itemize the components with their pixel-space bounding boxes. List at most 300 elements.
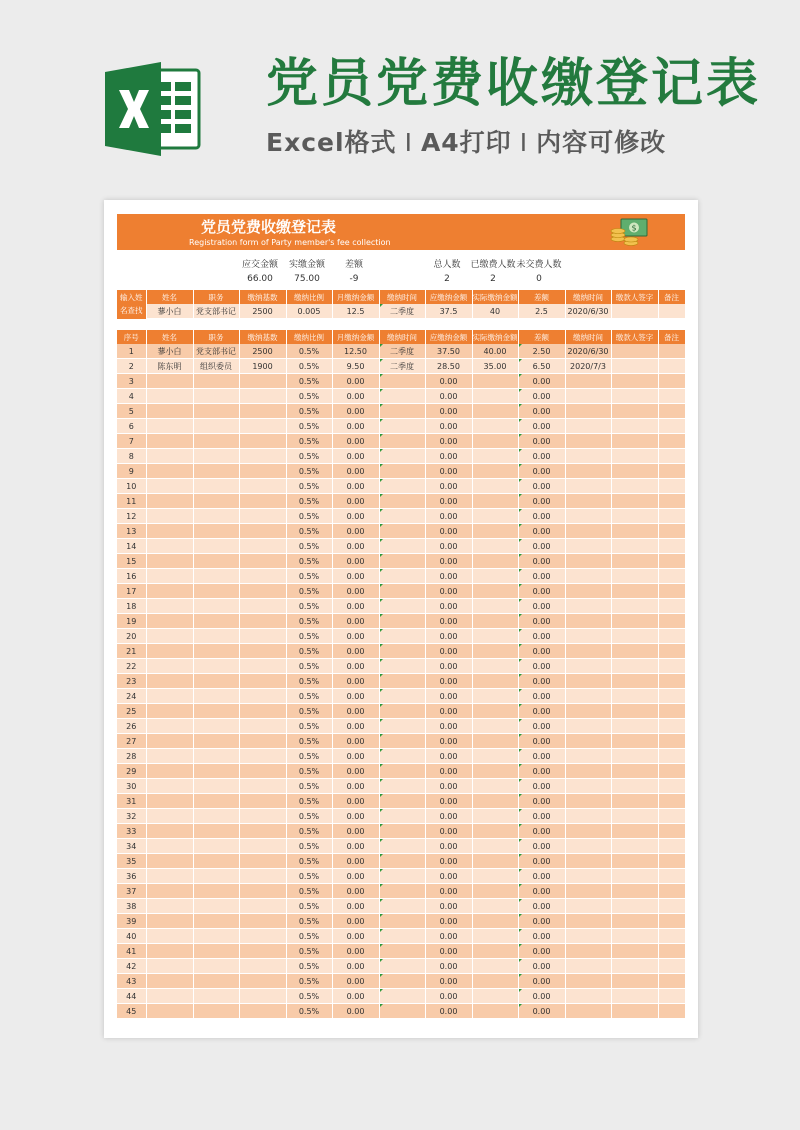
table-cell[interactable]: 0.00 [425,539,472,554]
table-cell[interactable]: 0.5% [286,434,332,449]
table-cell[interactable] [611,434,658,449]
table-cell[interactable] [193,719,239,734]
table-cell[interactable] [658,674,685,689]
table-cell[interactable] [193,779,239,794]
table-cell[interactable] [146,524,193,539]
table-cell[interactable]: 0.00 [425,869,472,884]
table-cell[interactable] [379,869,425,884]
table-cell[interactable] [193,869,239,884]
table-cell[interactable]: 32 [117,809,146,824]
table-cell[interactable]: 0.00 [425,569,472,584]
table-cell[interactable] [146,569,193,584]
table-cell[interactable] [565,824,611,839]
table-cell[interactable] [146,824,193,839]
table-cell[interactable]: 0.00 [518,509,565,524]
table-cell[interactable] [565,494,611,509]
table-cell[interactable] [193,704,239,719]
table-cell[interactable]: 0.00 [425,389,472,404]
table-cell[interactable] [472,749,518,764]
table-cell[interactable] [472,659,518,674]
table-cell[interactable] [379,764,425,779]
table-cell[interactable] [146,734,193,749]
table-cell[interactable] [379,569,425,584]
table-cell[interactable] [611,854,658,869]
table-cell[interactable]: 0.5% [286,464,332,479]
table-cell[interactable] [658,449,685,464]
table-cell[interactable]: 0.00 [518,434,565,449]
table-cell[interactable] [611,704,658,719]
table-cell[interactable]: 24 [117,689,146,704]
table-cell[interactable] [239,869,286,884]
lookup-name-input[interactable]: 蓼小白 [146,304,193,319]
table-cell[interactable]: 2500 [239,344,286,359]
table-cell[interactable] [658,479,685,494]
table-cell[interactable]: 0.00 [518,599,565,614]
table-cell[interactable] [658,389,685,404]
table-cell[interactable] [658,929,685,944]
table-cell[interactable]: 40.00 [472,344,518,359]
table-cell[interactable] [472,374,518,389]
table-cell[interactable] [611,539,658,554]
table-cell[interactable]: 0.00 [425,719,472,734]
table-cell[interactable]: 1 [117,344,146,359]
table-cell[interactable] [472,824,518,839]
table-cell[interactable] [472,404,518,419]
table-cell[interactable]: 0.00 [518,584,565,599]
table-cell[interactable]: 0.5% [286,584,332,599]
table-cell[interactable]: 12.50 [332,344,379,359]
table-cell[interactable] [472,599,518,614]
table-cell[interactable] [611,794,658,809]
table-cell[interactable]: 35.00 [472,359,518,374]
table-cell[interactable] [565,599,611,614]
table-cell[interactable]: 党支部书记 [193,344,239,359]
table-cell[interactable] [379,404,425,419]
table-cell[interactable] [379,854,425,869]
table-cell[interactable]: 0.00 [332,674,379,689]
table-cell[interactable]: 0.00 [332,734,379,749]
table-cell[interactable] [379,839,425,854]
table-cell[interactable] [146,479,193,494]
table-cell[interactable]: 0.5% [286,824,332,839]
table-cell[interactable] [146,839,193,854]
table-cell[interactable]: 0.00 [332,389,379,404]
table-cell[interactable] [611,569,658,584]
table-cell[interactable]: 0.00 [518,914,565,929]
table-cell[interactable]: 0.00 [518,659,565,674]
table-cell[interactable]: 42 [117,959,146,974]
table-cell[interactable]: 9 [117,464,146,479]
table-cell[interactable] [146,389,193,404]
table-cell[interactable] [565,794,611,809]
table-cell[interactable] [565,929,611,944]
table-cell[interactable]: 0.00 [518,674,565,689]
table-cell[interactable] [611,929,658,944]
table-cell[interactable] [472,674,518,689]
table-cell[interactable]: 0.5% [286,749,332,764]
table-cell[interactable]: 6 [117,419,146,434]
table-cell[interactable]: 0.5% [286,854,332,869]
table-cell[interactable]: 0.00 [332,749,379,764]
table-cell[interactable]: 0.00 [332,869,379,884]
table-cell[interactable] [193,374,239,389]
table-cell[interactable] [193,614,239,629]
table-cell[interactable] [379,584,425,599]
table-cell[interactable] [565,869,611,884]
table-cell[interactable]: 0.00 [425,734,472,749]
table-cell[interactable] [611,869,658,884]
table-cell[interactable]: 0.00 [518,704,565,719]
table-cell[interactable] [658,614,685,629]
table-cell[interactable]: 0.5% [286,479,332,494]
table-cell[interactable] [658,779,685,794]
table-cell[interactable]: 0.00 [332,854,379,869]
table-cell[interactable]: 0.00 [425,899,472,914]
table-cell[interactable] [146,659,193,674]
table-cell[interactable] [658,629,685,644]
table-cell[interactable] [658,719,685,734]
table-cell[interactable]: 0.00 [425,404,472,419]
table-cell[interactable] [472,809,518,824]
table-cell[interactable] [193,569,239,584]
table-cell[interactable] [472,839,518,854]
table-cell[interactable]: 0.5% [286,689,332,704]
table-cell[interactable]: 5 [117,404,146,419]
table-cell[interactable]: 27 [117,734,146,749]
table-cell[interactable] [565,974,611,989]
table-cell[interactable] [472,974,518,989]
table-cell[interactable] [239,389,286,404]
table-cell[interactable]: 9.50 [332,359,379,374]
table-cell[interactable] [472,389,518,404]
table-cell[interactable]: 0.00 [425,464,472,479]
table-cell[interactable]: 0.00 [332,689,379,704]
table-cell[interactable] [658,359,685,374]
table-cell[interactable] [472,629,518,644]
table-cell[interactable] [472,764,518,779]
table-cell[interactable] [239,779,286,794]
table-cell[interactable]: 0.5% [286,404,332,419]
table-cell[interactable] [239,629,286,644]
table-cell[interactable] [658,374,685,389]
table-cell[interactable] [472,884,518,899]
table-cell[interactable] [146,599,193,614]
table-cell[interactable] [239,614,286,629]
table-cell[interactable]: 0.5% [286,359,332,374]
table-cell[interactable]: 0.00 [425,704,472,719]
table-cell[interactable]: 0.00 [332,704,379,719]
table-cell[interactable] [472,524,518,539]
table-cell[interactable] [379,899,425,914]
table-cell[interactable] [611,659,658,674]
table-cell[interactable] [239,599,286,614]
table-cell[interactable] [611,494,658,509]
table-cell[interactable]: 0.00 [332,584,379,599]
table-cell[interactable] [565,689,611,704]
table-cell[interactable] [239,644,286,659]
table-cell[interactable]: 0.00 [332,959,379,974]
table-cell[interactable]: 14 [117,539,146,554]
table-cell[interactable] [193,464,239,479]
table-cell[interactable]: 0.5% [286,764,332,779]
table-cell[interactable] [565,389,611,404]
table-cell[interactable]: 0.00 [518,794,565,809]
table-cell[interactable]: 0.00 [518,374,565,389]
table-cell[interactable]: 0.00 [518,734,565,749]
table-cell[interactable]: 0.00 [332,419,379,434]
table-cell[interactable]: 0.00 [332,1004,379,1019]
table-cell[interactable] [472,584,518,599]
table-cell[interactable] [239,704,286,719]
table-cell[interactable]: 0.5% [286,869,332,884]
table-cell[interactable] [565,464,611,479]
table-cell[interactable]: 19 [117,614,146,629]
table-cell[interactable]: 0.00 [332,554,379,569]
table-cell[interactable] [146,689,193,704]
table-cell[interactable]: 0.00 [332,599,379,614]
table-cell[interactable] [193,809,239,824]
table-cell[interactable] [146,404,193,419]
table-cell[interactable] [658,494,685,509]
table-cell[interactable]: 37 [117,884,146,899]
table-cell[interactable] [658,989,685,1004]
table-cell[interactable] [658,959,685,974]
table-cell[interactable]: 2.50 [518,344,565,359]
table-cell[interactable] [658,899,685,914]
table-cell[interactable] [146,974,193,989]
table-cell[interactable]: 0.00 [518,989,565,1004]
table-cell[interactable]: 0.5% [286,629,332,644]
table-cell[interactable] [379,989,425,1004]
table-cell[interactable] [193,734,239,749]
table-cell[interactable]: 组织委员 [193,359,239,374]
table-cell[interactable]: 0.00 [425,509,472,524]
table-cell[interactable] [193,554,239,569]
table-cell[interactable] [239,749,286,764]
table-cell[interactable] [379,749,425,764]
table-cell[interactable]: 0.5% [286,719,332,734]
table-cell[interactable] [379,959,425,974]
table-cell[interactable] [379,539,425,554]
table-cell[interactable] [611,839,658,854]
table-cell[interactable]: 0.00 [425,449,472,464]
table-cell[interactable]: 0.5% [286,599,332,614]
table-cell[interactable]: 18 [117,599,146,614]
table-cell[interactable] [146,854,193,869]
table-cell[interactable] [472,494,518,509]
table-cell[interactable]: 0.00 [332,569,379,584]
table-cell[interactable]: 0.00 [518,554,565,569]
table-cell[interactable] [611,914,658,929]
table-cell[interactable] [472,929,518,944]
table-cell[interactable] [379,524,425,539]
table-cell[interactable]: 0.00 [332,449,379,464]
table-cell[interactable] [193,509,239,524]
table-cell[interactable] [658,659,685,674]
table-cell[interactable]: 0.5% [286,494,332,509]
table-cell[interactable] [565,659,611,674]
table-cell[interactable] [658,974,685,989]
table-cell[interactable]: 0.00 [518,1004,565,1019]
table-cell[interactable]: 0.00 [425,614,472,629]
table-cell[interactable] [146,944,193,959]
table-cell[interactable] [472,899,518,914]
table-cell[interactable]: 蓼小白 [146,344,193,359]
table-cell[interactable] [379,1004,425,1019]
table-cell[interactable] [239,494,286,509]
table-cell[interactable] [658,689,685,704]
table-cell[interactable] [193,989,239,1004]
table-cell[interactable] [146,629,193,644]
table-cell[interactable]: 30 [117,779,146,794]
table-cell[interactable] [146,419,193,434]
table-cell[interactable] [239,689,286,704]
table-cell[interactable]: 0.00 [518,389,565,404]
table-cell[interactable] [565,374,611,389]
table-cell[interactable] [565,524,611,539]
table-cell[interactable] [658,584,685,599]
table-cell[interactable]: 33 [117,824,146,839]
table-cell[interactable] [193,914,239,929]
table-cell[interactable] [565,944,611,959]
table-cell[interactable]: 0.00 [425,674,472,689]
table-cell[interactable]: 0.00 [425,494,472,509]
table-cell[interactable]: 0.00 [332,524,379,539]
table-cell[interactable] [658,404,685,419]
table-cell[interactable]: 0.00 [518,974,565,989]
table-cell[interactable] [146,779,193,794]
table-cell[interactable] [239,449,286,464]
table-cell[interactable] [146,494,193,509]
table-cell[interactable] [239,659,286,674]
table-cell[interactable] [379,479,425,494]
table-cell[interactable] [146,869,193,884]
table-cell[interactable] [146,884,193,899]
table-cell[interactable]: 0.00 [425,584,472,599]
table-cell[interactable] [193,764,239,779]
table-cell[interactable] [193,434,239,449]
table-cell[interactable] [193,944,239,959]
table-cell[interactable]: 6.50 [518,359,565,374]
table-cell[interactable]: 0.00 [425,629,472,644]
table-cell[interactable]: 0.5% [286,614,332,629]
table-cell[interactable]: 0.00 [332,614,379,629]
table-cell[interactable] [193,599,239,614]
table-cell[interactable] [611,779,658,794]
table-cell[interactable]: 37.50 [425,344,472,359]
table-cell[interactable]: 0.00 [425,944,472,959]
table-cell[interactable] [239,569,286,584]
table-cell[interactable]: 0.00 [518,569,565,584]
table-cell[interactable] [565,854,611,869]
table-cell[interactable] [472,914,518,929]
table-cell[interactable]: 0.5% [286,899,332,914]
table-cell[interactable] [239,524,286,539]
table-cell[interactable]: 21 [117,644,146,659]
table-cell[interactable] [611,464,658,479]
table-cell[interactable] [658,944,685,959]
table-cell[interactable] [611,629,658,644]
table-cell[interactable]: 0.5% [286,704,332,719]
table-cell[interactable] [611,974,658,989]
table-cell[interactable] [239,374,286,389]
table-cell[interactable] [239,1004,286,1019]
table-cell[interactable]: 0.5% [286,509,332,524]
table-cell[interactable] [239,899,286,914]
table-cell[interactable]: 0.00 [332,494,379,509]
table-cell[interactable] [611,734,658,749]
table-cell[interactable]: 0.00 [332,914,379,929]
table-cell[interactable]: 0.00 [332,644,379,659]
table-cell[interactable] [146,1004,193,1019]
table-cell[interactable] [379,794,425,809]
table-cell[interactable] [239,929,286,944]
table-cell[interactable] [565,719,611,734]
table-cell[interactable]: 0.00 [332,374,379,389]
table-cell[interactable] [658,824,685,839]
table-cell[interactable]: 0.00 [425,749,472,764]
table-cell[interactable] [379,734,425,749]
table-cell[interactable] [146,554,193,569]
table-cell[interactable]: 0.00 [518,824,565,839]
table-cell[interactable]: 0.00 [518,839,565,854]
table-cell[interactable] [193,674,239,689]
table-cell[interactable]: 0.00 [332,764,379,779]
table-cell[interactable]: 0.00 [518,419,565,434]
table-cell[interactable] [565,899,611,914]
table-cell[interactable] [239,464,286,479]
table-cell[interactable] [472,989,518,1004]
table-cell[interactable]: 15 [117,554,146,569]
table-cell[interactable]: 45 [117,1004,146,1019]
table-cell[interactable]: 0.00 [518,809,565,824]
table-cell[interactable] [472,569,518,584]
table-cell[interactable]: 0.00 [332,539,379,554]
table-cell[interactable]: 2 [117,359,146,374]
table-cell[interactable]: 0.00 [332,824,379,839]
table-cell[interactable] [611,404,658,419]
table-cell[interactable]: 16 [117,569,146,584]
table-cell[interactable] [472,644,518,659]
table-cell[interactable] [565,884,611,899]
table-cell[interactable]: 0.00 [425,659,472,674]
table-cell[interactable]: 0.00 [518,464,565,479]
table-cell[interactable] [565,989,611,1004]
table-cell[interactable]: 0.00 [425,884,472,899]
table-cell[interactable] [379,914,425,929]
table-cell[interactable]: 0.00 [332,479,379,494]
table-cell[interactable] [658,809,685,824]
table-cell[interactable] [239,509,286,524]
table-cell[interactable] [193,539,239,554]
table-cell[interactable] [239,404,286,419]
table-cell[interactable]: 0.00 [332,899,379,914]
table-cell[interactable] [146,959,193,974]
table-cell[interactable]: 0.00 [425,374,472,389]
table-cell[interactable] [658,344,685,359]
table-cell[interactable] [611,689,658,704]
table-cell[interactable] [658,704,685,719]
table-cell[interactable]: 12 [117,509,146,524]
table-cell[interactable] [658,569,685,584]
table-cell[interactable]: 0.00 [332,719,379,734]
table-cell[interactable]: 0.00 [425,479,472,494]
table-cell[interactable]: 0.00 [425,989,472,1004]
table-cell[interactable] [611,479,658,494]
table-cell[interactable] [239,539,286,554]
table-cell[interactable] [565,479,611,494]
table-cell[interactable] [472,464,518,479]
